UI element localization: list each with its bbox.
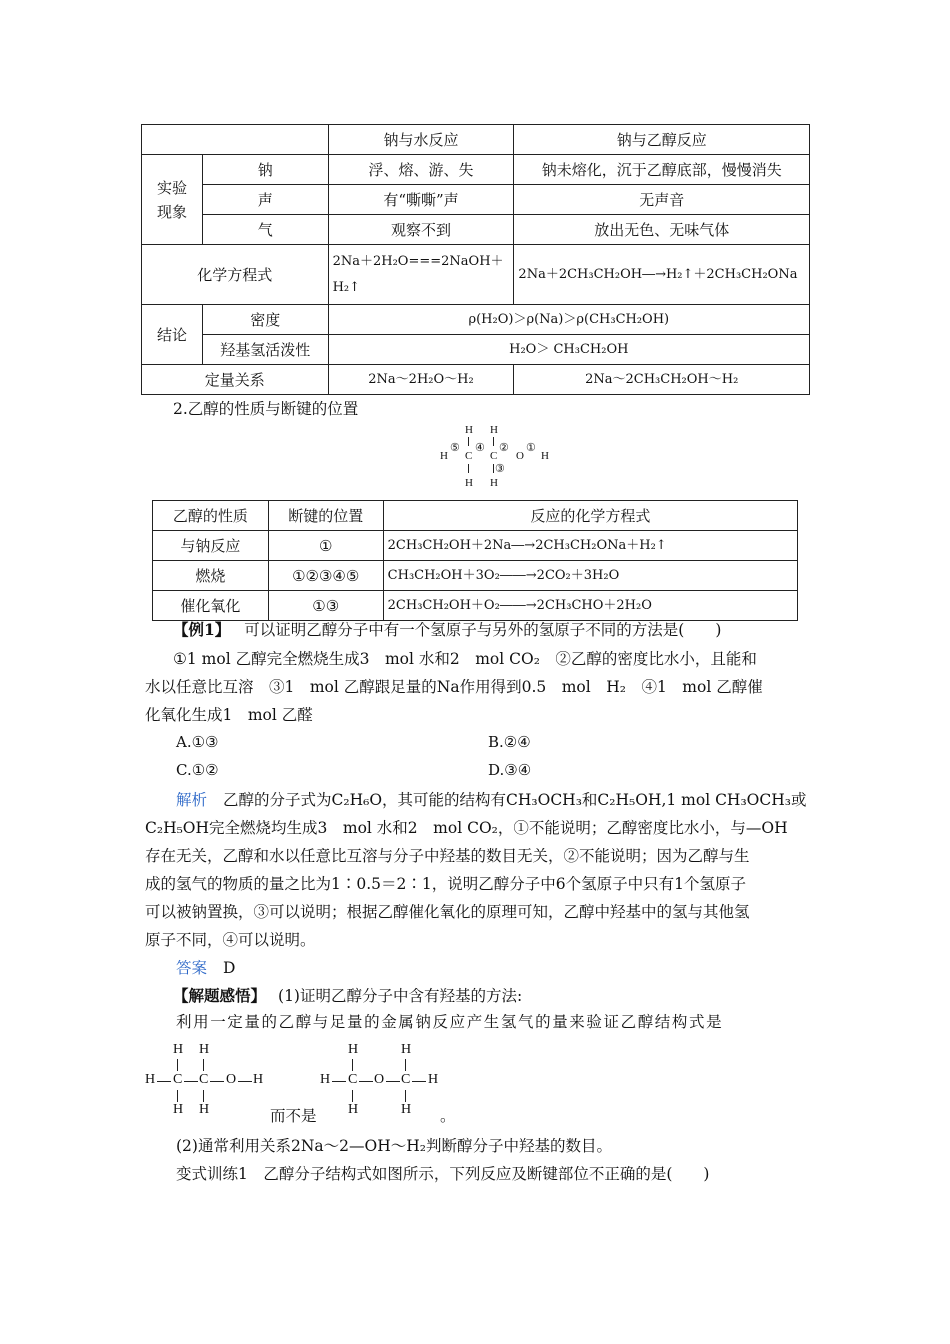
atom-h: H — [428, 1072, 439, 1087]
bond-label-3: ③ — [495, 463, 505, 475]
paragraph-line: ①1 mol 乙醇完全燃烧生成3 mol 水和2 mol CO₂ ②乙醇的密度比水小，且能和 — [173, 650, 757, 668]
analysis-line — [176, 789, 841, 811]
bond — [493, 464, 494, 473]
table-row: 燃烧 — [153, 561, 269, 591]
cell: 2Na～2H₂O～H₂ — [328, 365, 514, 395]
atom-h: H — [440, 450, 448, 462]
bond — [157, 1081, 171, 1082]
bond — [210, 1081, 224, 1082]
option-a: A.①③ — [176, 733, 219, 751]
row-label-activity: 羟基氢活泼性 — [202, 335, 328, 365]
atom-c: C — [173, 1072, 183, 1087]
row-label-na: 钠 — [202, 155, 328, 185]
header-water: 钠与水反应 — [328, 125, 514, 155]
option-b: B.②④ — [488, 733, 531, 751]
cell: 观察不到 — [328, 215, 514, 245]
insight-line: (2)通常利用关系2Na～2—OH～H₂判断醇分子中羟基的数目。 — [176, 1137, 612, 1155]
group-conclusion: 结论 — [142, 305, 203, 365]
section-title: 2.乙醇的性质与断键的位置 — [173, 400, 359, 418]
insight-line — [173, 985, 838, 1007]
header-property: 乙醇的性质 — [153, 501, 269, 531]
atom-c: C — [465, 450, 473, 462]
analysis-line: 成的氢气的物质的量之比为1∶0.5＝2∶1，说明乙醇分子中6个氢原子中只有1个氢原子 — [145, 875, 746, 893]
atom-h: H — [199, 1102, 210, 1117]
atom-h: H — [401, 1102, 412, 1117]
bond — [177, 1059, 178, 1071]
table-row: 催化氧化 — [153, 591, 269, 621]
row-label-density: 密度 — [202, 305, 328, 335]
cell: 浮、熔、游、失 — [328, 155, 514, 185]
atom-o: O — [374, 1072, 385, 1087]
option-d: D.③④ — [488, 761, 532, 779]
atom-h: H — [253, 1072, 264, 1087]
row-label-quant: 定量关系 — [142, 365, 329, 395]
atom-h: H — [490, 424, 498, 436]
header-bond: 断键的位置 — [268, 501, 383, 531]
answer-line — [176, 957, 841, 979]
example-tag: 【例1】 — [173, 620, 231, 639]
example-question — [173, 619, 838, 641]
cell: 2Na＋2CH₃CH₂OH―→H₂↑＋2CH₃CH₂ONa — [514, 245, 810, 305]
bond — [405, 1059, 406, 1071]
cell: 2CH₃CH₂OH＋O₂――→2CH₃CHO＋2H₂O — [383, 591, 797, 621]
atom-c: C — [401, 1072, 411, 1087]
atom-h: H — [145, 1072, 156, 1087]
bond — [359, 1081, 373, 1082]
atom-h: H — [490, 477, 498, 489]
atom-h: H — [173, 1042, 184, 1057]
insight-tag: 【解题感悟】 — [173, 986, 267, 1005]
cell: 无声音 — [514, 185, 810, 215]
bond — [177, 1090, 178, 1102]
atom-c: C — [348, 1072, 358, 1087]
cell: ①③ — [268, 591, 383, 621]
atom-h: H — [199, 1042, 210, 1057]
variant-question: 变式训练1 乙醇分子结构式如图所示，下列反应及断键部位不正确的是( ) — [176, 1165, 710, 1183]
cell: 2CH₃CH₂OH＋2Na―→2CH₃CH₂ONa＋H₂↑ — [383, 531, 797, 561]
ethanol-structural-formula — [145, 1040, 275, 1120]
insight-line: 利用一定量的乙醇与足量的金属钠反应产生氢气的量来验证乙醇结构式是 — [176, 1013, 724, 1031]
atom-h: H — [173, 1102, 184, 1117]
header-ethanol: 钠与乙醇反应 — [514, 125, 810, 155]
atom-h: H — [348, 1102, 359, 1117]
answer-label: 答案 — [176, 959, 208, 977]
bond-label-4: ④ — [475, 442, 485, 454]
atom-c: C — [490, 450, 498, 462]
atom-h: H — [465, 424, 473, 436]
bond — [203, 1059, 204, 1071]
atom-h: H — [541, 450, 549, 462]
atom-h: H — [401, 1042, 412, 1057]
bond — [184, 1081, 198, 1082]
bond — [332, 1081, 346, 1082]
option-c: C.①② — [176, 761, 219, 779]
bond — [352, 1090, 353, 1102]
analysis-label: 解析 — [176, 791, 208, 809]
cell: ρ(H₂O)＞ρ(Na)＞ρ(CH₃CH₂OH) — [328, 305, 809, 335]
cell: ①②③④⑤ — [268, 561, 383, 591]
bond — [412, 1081, 426, 1082]
atom-h: H — [320, 1072, 331, 1087]
cell: 放出无色、无味气体 — [514, 215, 810, 245]
atom-c: C — [199, 1072, 209, 1087]
header-equation: 反应的化学方程式 — [383, 501, 797, 531]
paragraph-line: 水以任意比互溶 ③1 mol 乙醇跟足量的Na作用得到0.5 mol H₂ ④1 mol 乙醇催 — [145, 678, 763, 696]
bond — [493, 437, 494, 446]
row-label-gas: 气 — [202, 215, 328, 245]
cell: 钠未熔化，沉于乙醇底部，慢慢消失 — [514, 155, 810, 185]
atom-o: O — [516, 450, 524, 462]
table-corner — [142, 125, 329, 155]
cell: ① — [268, 531, 383, 561]
cell: 2Na＋2H₂O===2NaOH＋ H₂↑ — [328, 245, 514, 305]
bond — [386, 1081, 400, 1082]
answer-value: D — [223, 959, 236, 977]
bond-label-1: ① — [526, 442, 536, 454]
analysis-line: 存在无关，乙醇和水以任意比互溶与分子中羟基的数目无关，②不能说明；因为乙醇与生 — [145, 847, 750, 865]
bond — [468, 464, 469, 473]
analysis-line: 原子不同，④可以说明。 — [145, 931, 316, 949]
cell: H₂O＞ CH₃CH₂OH — [328, 335, 809, 365]
bond — [238, 1081, 252, 1082]
question-text: 可以证明乙醇分子中有一个氢原子与另外的氢原子不同的方法是( ) — [244, 621, 722, 639]
insight-text: (1)证明乙醇分子中含有羟基的方法: — [278, 987, 523, 1005]
bond — [352, 1059, 353, 1071]
comparison-table — [141, 124, 810, 395]
ethanol-structure-diagram — [440, 422, 560, 494]
row-label-equation: 化学方程式 — [142, 245, 329, 305]
cell: 有“嘶嘶”声 — [328, 185, 514, 215]
bond — [405, 1090, 406, 1102]
bond-label-2: ② — [499, 442, 509, 454]
bond — [203, 1090, 204, 1102]
group-phenomena: 实验 现象 — [142, 155, 203, 245]
analysis-line: 可以被钠置换，③可以说明；根据乙醇催化氧化的原理可知，乙醇中羟基中的氢与其他氢 — [145, 903, 750, 921]
atom-o: O — [226, 1072, 237, 1087]
not-text: 而不是 — [270, 1107, 317, 1125]
cell: 2Na～2CH₃CH₂OH～H₂ — [514, 365, 810, 395]
atom-h: H — [465, 477, 473, 489]
analysis-text: 乙醇的分子式为C₂H₆O，其可能的结构有CH₃OCH₃和C₂H₅OH,1 mol CH₃OCH₃或 — [223, 791, 807, 809]
atom-h: H — [348, 1042, 359, 1057]
bond-breaking-table — [152, 500, 798, 621]
bond — [468, 437, 469, 446]
paragraph-line: 化氧化生成1 mol 乙醛 — [145, 706, 313, 724]
row-label-sound: 声 — [202, 185, 328, 215]
period: 。 — [440, 1107, 456, 1125]
bond-label-5: ⑤ — [450, 442, 460, 454]
ether-structural-formula — [320, 1040, 450, 1120]
table-row: 与钠反应 — [153, 531, 269, 561]
cell: CH₃CH₂OH＋3O₂――→2CO₂＋3H₂O — [383, 561, 797, 591]
analysis-line: C₂H₅OH完全燃烧均生成3 mol 水和2 mol CO₂，①不能说明；乙醇密度比水小，与—OH — [145, 819, 788, 837]
